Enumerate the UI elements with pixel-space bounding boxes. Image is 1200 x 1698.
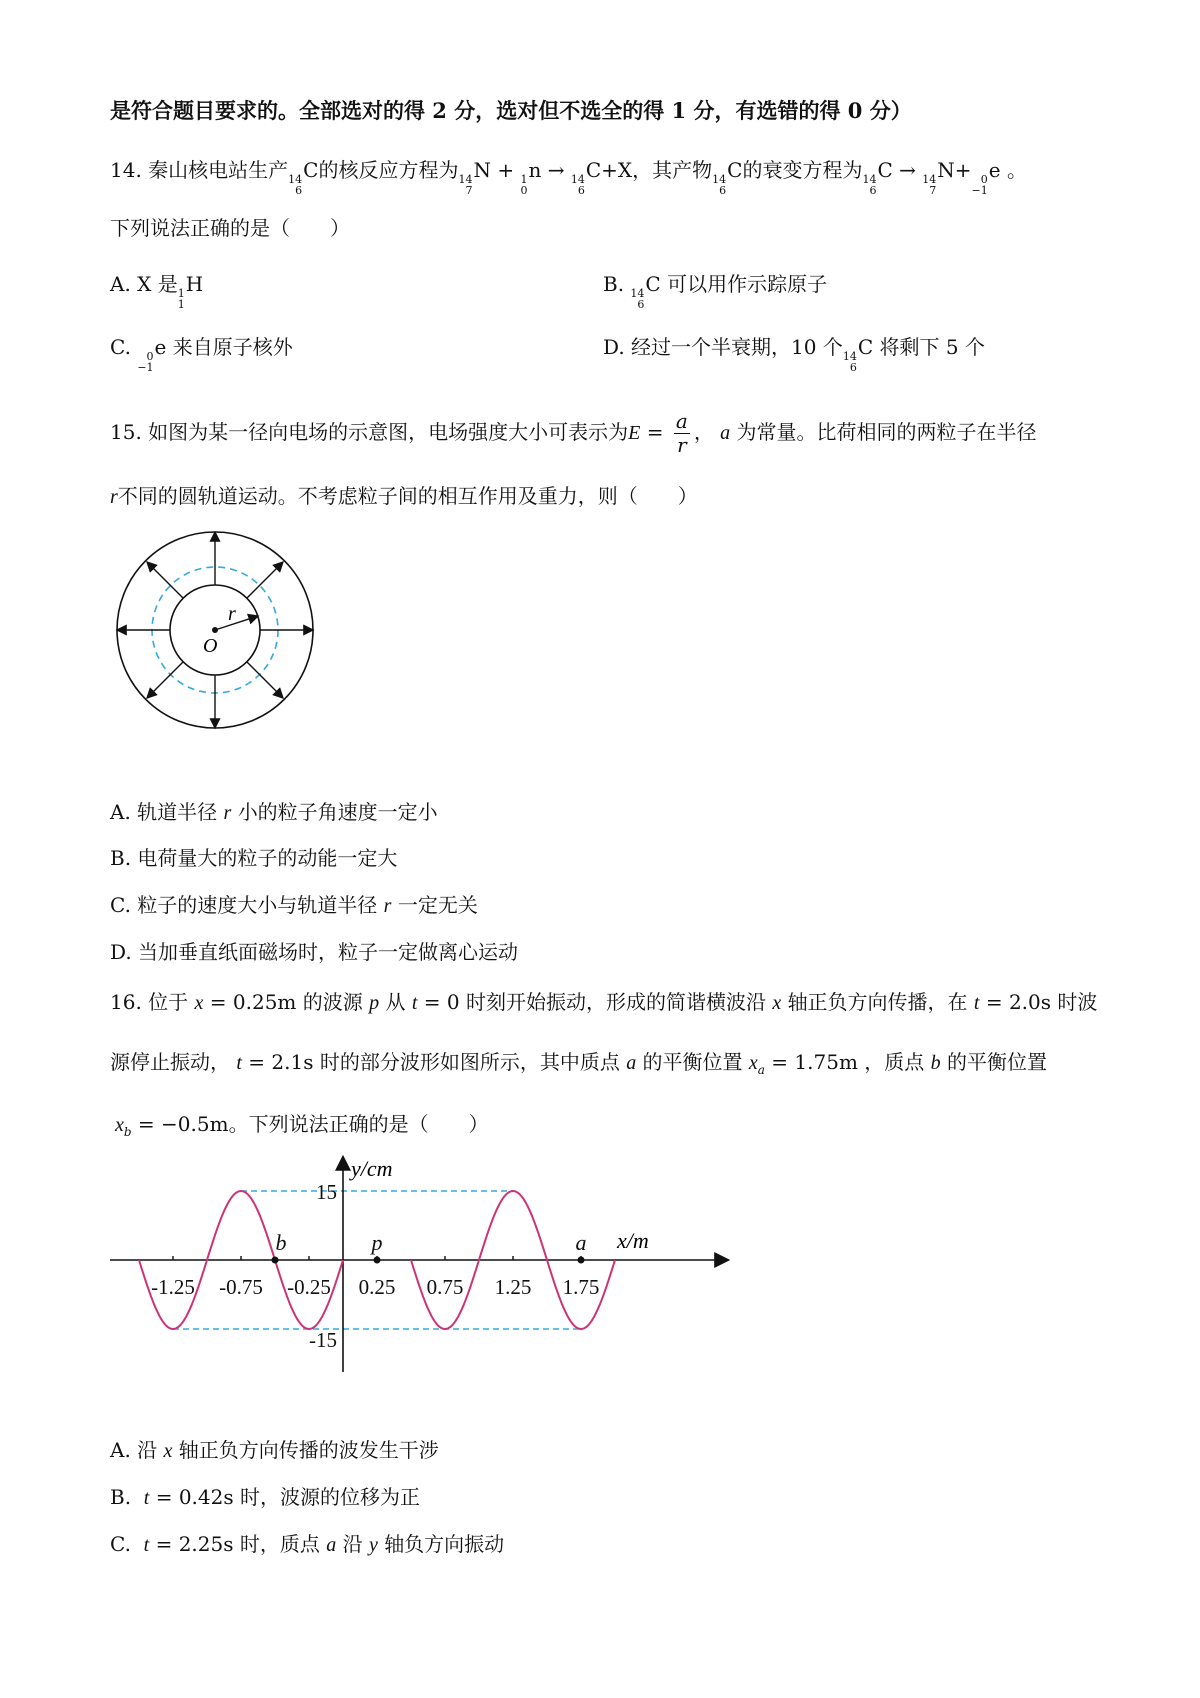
point-p: [374, 1257, 381, 1264]
q15-option-d[interactable]: D. 当加垂直纸面磁场时，粒子一定做离心运动: [110, 940, 519, 964]
section-instruction: 是符合题目要求的。全部选对的得 2 分，选对但不选全的得 1 分，有选错的得 0 分）: [110, 98, 912, 123]
x-tick-label: 1.25: [494, 1275, 532, 1299]
y-tick-label: -15: [309, 1328, 337, 1352]
q14-option-d[interactable]: D. 经过一个半衰期，10 个 14 6 C 将剩下 5 个: [603, 335, 985, 374]
x-tick-label: -0.75: [219, 1275, 263, 1299]
q16-option-c[interactable]: C. t = 2.25s 时，质点 a 沿 y 轴负方向振动: [110, 1532, 505, 1556]
x-tick-label: -0.25: [287, 1275, 331, 1299]
q14-option-a[interactable]: A. X 是 1 1 H: [110, 272, 204, 311]
y-tick-label: 15: [316, 1180, 337, 1204]
radius-label: r: [228, 603, 236, 625]
q16-option-b[interactable]: B. t = 0.42s 时，波源的位移为正: [110, 1485, 420, 1509]
q15-option-c[interactable]: C. 粒子的速度大小与轨道半径 r 一定无关: [110, 893, 478, 917]
x-tick-label: -1.25: [151, 1275, 195, 1299]
q14-option-b[interactable]: B. 14 6 C 可以用作示踪原子: [603, 272, 828, 311]
q16-option-a[interactable]: A. 沿 x 轴正负方向传播的波发生干涉: [110, 1438, 439, 1462]
q15-stem-line2: r不同的圆轨道运动。不考虑粒子间的相互作用及重力，则（ ）: [110, 484, 698, 508]
axis-ticks: [151, 1180, 599, 1352]
q16-stem-line3: $x_b = -0.5m$。下列说法正确的是（ ）: [115, 1112, 489, 1139]
q15-stem: 15. 如图为某一径向电场的示意图，电场强度大小可表示为E = $\frac{a}{r}$ ， a 为常量。比荷相同的两粒子在半径: [110, 409, 1037, 457]
center-label: O: [203, 635, 218, 657]
point-a: [578, 1257, 585, 1264]
center-dot: [212, 627, 218, 633]
q15-option-a[interactable]: A. 轨道半径 r 小的粒子角速度一定小: [110, 800, 438, 824]
point-label-b: b: [275, 1230, 287, 1255]
q14-stem-line2: 下列说法正确的是（ ）: [110, 216, 350, 240]
x-axis-label: x/m: [617, 1228, 649, 1253]
radial-field-diagram: [110, 520, 330, 740]
q14-stem: 14. 秦山核电站生产 14 6 C的核反应方程为 14 7 N + 1 0 n → 14 6 C+X，其产物 14 6 C的衰变方程为 14 6 C → 14 7 N+ 0 −1 e 。: [110, 158, 1027, 197]
y-axis-label: y/cm: [351, 1156, 393, 1181]
x-tick-label: 0.75: [426, 1275, 464, 1299]
point-label-p: p: [371, 1230, 383, 1255]
point-label-a: a: [575, 1230, 587, 1255]
q14-option-c[interactable]: C. 0 −1 e 来自原子核外: [110, 335, 293, 374]
q16-stem: 16. 位于 x = 0.25m 的波源 p 从 t = 0 时刻开始振动，形成的简谐横波沿 x 轴正负方向传播，在 t = 2.0s 时波: [110, 990, 1098, 1014]
radius-arrow: [215, 616, 258, 630]
q15-option-b[interactable]: B. 电荷量大的粒子的动能一定大: [110, 846, 398, 870]
wave-chart: [105, 1150, 735, 1375]
x-tick-label: 1.75: [562, 1275, 600, 1299]
point-b: [272, 1257, 279, 1264]
q16-stem-line2: 源停止振动， t = 2.1s 时的部分波形如图所示，其中质点 a 的平衡位置 $x_a = 1.75m$ ，质点 b 的平衡位置: [110, 1050, 1047, 1077]
x-tick-label: 0.25: [358, 1275, 396, 1299]
